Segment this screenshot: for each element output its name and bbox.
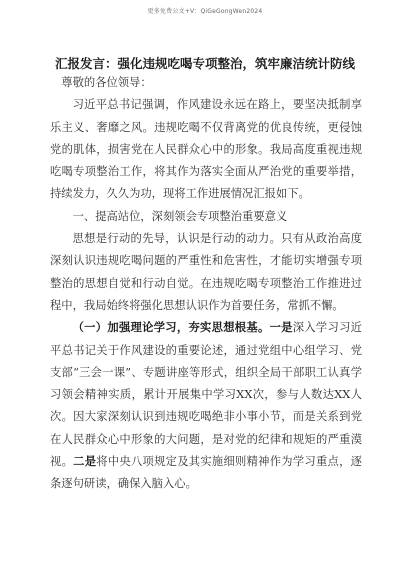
point-two-text: 将中央八项规定及其实施细则精神作为学习重点，逐条逐句研读，确保入脑入心。 [50, 455, 362, 491]
header-watermark: 更多免费公文+V：QiGeGongWen2024 [147, 8, 263, 15]
paragraph-subsection-1 [50, 317, 362, 495]
section-heading-1: 一、提高站位，深刻领会专项整治重要意义 [72, 209, 288, 223]
paragraph-intro: 习近平总书记强调，作风建设永远在路上，要坚决抵制享乐主义、奢靡之风。违规吃喝不仅背离党的优良传统，更侵蚀党的肌体，损害党在人民群众心中的形象。我局高度重视违规吃喝专项整治工作，将其作为落实全面从严治党的重要举措，持续发力，久久为功，现将工作进展情况汇报如下。 [50, 98, 362, 201]
subsection-heading: （一）加强理论学习，夯实思想根基。 [72, 321, 270, 335]
point-one-marker: 一是 [269, 321, 293, 335]
point-two-marker: 二是 [73, 455, 97, 469]
paragraph-section-1: 思想是行动的先导，认识是行动的动力。只有从政治高度深刻认识违规吃喝问题的严重性和危害性，才能切实增强专项整治的思想自觉和行动自觉。在违规吃喝专项整治工作推进过程中，我局始终将强化思想认识作为首要任务，常抓不懈。 [50, 232, 362, 312]
point-one-text: 深入学习习近平总书记关于作风建设的重要论述，通过党组中心组学习、党支部“三会一课”、专题讲座等形式，组织全局干部职工认真学习领会精神实质，累计开展集中学习XX次，参与人数达XX人次。因大家深刻认识到违规吃喝绝非小事小节，而是关系到党在人民群众心中形象的大问题，是对党的纪律和规矩的严重漠视。 [50, 321, 362, 469]
salutation: 尊敬的各位领导： [61, 76, 152, 89]
document-body [50, 72, 362, 496]
document-title: 汇报发言：强化违规吃喝专项整治，筑牢廉洁统计防线 [54, 56, 355, 71]
